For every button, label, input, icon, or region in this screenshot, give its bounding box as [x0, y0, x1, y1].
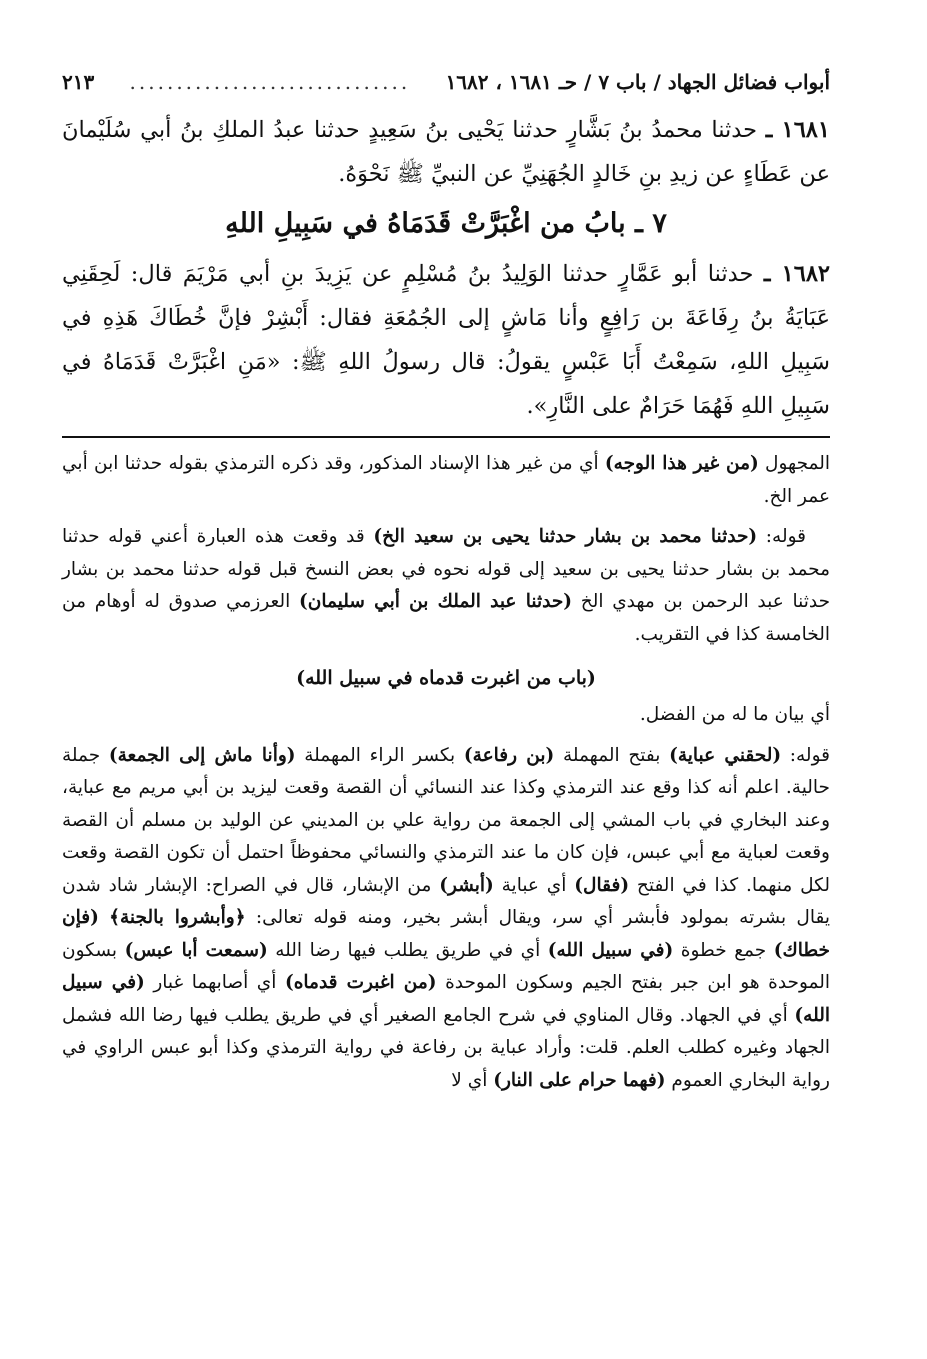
commentary-text: جملة حالية. اعلم أنه كذا وقع عند الترمذي وكذا عند النسائي أن القصة وقعت ليزيد بن أبي مريم مع عباية، وعند البخاري في باب المشي إلى الجمعة من رواية علي بن المديني عن الوليد بن مسلم أن القصة وقعت لعباية مع أبي عبس، فإن كان ما عند الترمذي والنسائي محفوظاً احتمل أن تكون القصة وقعت لكل منهما. كذا في الفتح — [62, 744, 830, 896]
commentary-paragraph — [62, 521, 830, 651]
commentary-subheading: (باب من اغبرت قدماه في سبيل الله) — [296, 667, 596, 689]
commentary-text: من الإبشار، قال في الصراح: الإبشار شاد شدن يقال بشرته بمولود فأبشر أي سر، ويقال أبشر بخير، ومنه قوله تعالى: — [62, 874, 831, 928]
commentary-text: بكسر الراء المهملة — [295, 744, 464, 766]
commentary-lemma: (سمعت أبا عبس) — [124, 939, 268, 961]
commentary-text: أي لا — [451, 1069, 494, 1091]
commentary-lemma: (حدثنا عبد الملك بن أبي سليمان) — [298, 591, 573, 612]
running-header — [62, 62, 830, 102]
hadith-1682 — [62, 252, 830, 428]
commentary-text: جمع خطوة — [673, 939, 774, 961]
commentary-text: أي في الجهاد. وقال المناوي في شرح الجامع الصغير أي في طريق يطلب فيها رضا الله فشمل الجهاد وغيره كطلب العلم. قلت: وأراد عباية بن رفاعة في رواية الترمذي وكذا أبو عبس الراوي في رواية البخاري العموم — [62, 1004, 830, 1091]
commentary-paragraph: أي بيان ما له من الفضل. — [639, 704, 830, 725]
commentary-lemma: (بن رفاعة) — [463, 744, 555, 766]
hadith-number: ١٦٨٢ ـ — [763, 261, 830, 287]
commentary-lemma: (فقال) — [574, 874, 630, 896]
commentary-text: العرزمي صدوق له أوهام من الخامسة كذا في التقريب. — [62, 591, 830, 645]
commentary-paragraph — [62, 740, 830, 1098]
commentary-text: قد وقعت هذه العبارة أعني قوله حدثنا محمد بن بشار حدثنا يحيى بن سعيد إلى قوله نحوه في بعض النسخ قبل قوله حدثنا محمد بن بشار حدثنا عبد الرحمن بن مهدي الخ — [62, 526, 831, 612]
commentary-text: قوله: — [757, 526, 806, 547]
footnote-divider — [62, 436, 830, 438]
page-number: ٢١٣ — [62, 70, 95, 94]
commentary-text: أي من غير هذا الإسناد المذكور، وقد ذكره الترمذي بقوله حدثنا ابن أبي عمر الخ. — [62, 453, 830, 507]
commentary-text: قوله: — [781, 744, 830, 766]
commentary-lemma: (أبشر) — [439, 874, 494, 896]
commentary-text: المجهول — [758, 453, 830, 474]
commentary-lemma: (في سبيل الله) — [62, 972, 830, 1026]
commentary-text: أي في طريق يطلب فيها رضا الله — [267, 939, 548, 961]
commentary-text: أي عباية — [493, 874, 575, 896]
commentary-lemma: (لحقني عباية) — [669, 744, 782, 766]
commentary-text: بسكون الموحدة هو ابن جبر بفتح الجيم وسكون الموحدة — [62, 939, 831, 993]
commentary-text — [99, 907, 109, 928]
commentary-lemma: (فهما حرام على النار) — [493, 1069, 666, 1091]
commentary-lemma: (من اغبرت قدماه) — [284, 972, 437, 993]
header-leader-dots: .............................. — [129, 70, 411, 94]
hadith-number: ١٦٨١ ـ — [765, 117, 830, 143]
hadith-1681 — [62, 108, 830, 196]
hadith-text: حدثنا محمدُ بنُ بَشَّارٍ حدثنا يَحْيى بنُ سَعِيدٍ حدثنا عبدُ الملكِ بنُ أبي سُلَيْمانَ عن عَطَاءٍ عن زيدِ بنِ خَالدٍ الجُهَنِيِّ عن النبيِّ ﷺ نَحْوَهُ. — [62, 117, 830, 187]
running-title: أبواب فضائل الجهاد / باب ٧ / حـ ١٦٨١ ، ١٦٨٢ — [445, 70, 830, 94]
commentary-text: بفتح المهملة — [554, 744, 670, 766]
document-page — [62, 62, 830, 1339]
commentary-paragraph — [62, 448, 830, 513]
commentary-lemma: (من غير هذا الوجه) — [604, 453, 759, 474]
commentary-lemma: (حدثنا محمد بن بشار حدثنا يحيى بن سعيد الخ) — [373, 526, 758, 547]
chapter-title: ٧ ـ بابُ من اغْبَرَّتْ قَدَمَاهُ في سَبِيلِ اللهِ — [225, 208, 667, 239]
commentary-lemma: ﴿وأبشروا بالجنة﴾ — [109, 907, 246, 928]
commentary-text: أي أصابهما غبار — [144, 972, 285, 993]
hadith-text: حدثنا أبو عَمَّارٍ حدثنا الوَلِيدُ بنُ مُسْلِمٍ عن يَزِيدَ بنِ أبي مَرْيَمَ قال: لَحِقَنِي عَبَايَةُ بنُ رِفَاعَةَ بن رَافِعٍ وأنا مَاشٍ إلى الجُمُعَةِ فقال: أَبْشِرْ فإنَّ خُطَاكَ هَذِهِ في سَبِيلِ اللهِ، سَمِعْتُ أَبَا عَبْسٍ يقولُ: قال رسولُ اللهِ ﷺ: «مَنِ اغْبَرَّتْ قَدَمَاهُ في سَبِيلِ اللهِ فَهُمَا حَرَامٌ على النَّارِ». — [62, 261, 830, 419]
commentary-lemma: (وأنا ماش إلى الجمعة) — [108, 744, 296, 766]
commentary-lemma: (في سبيل الله) — [547, 939, 674, 961]
commentary-lemma: (فإن خطاك) — [62, 907, 830, 961]
